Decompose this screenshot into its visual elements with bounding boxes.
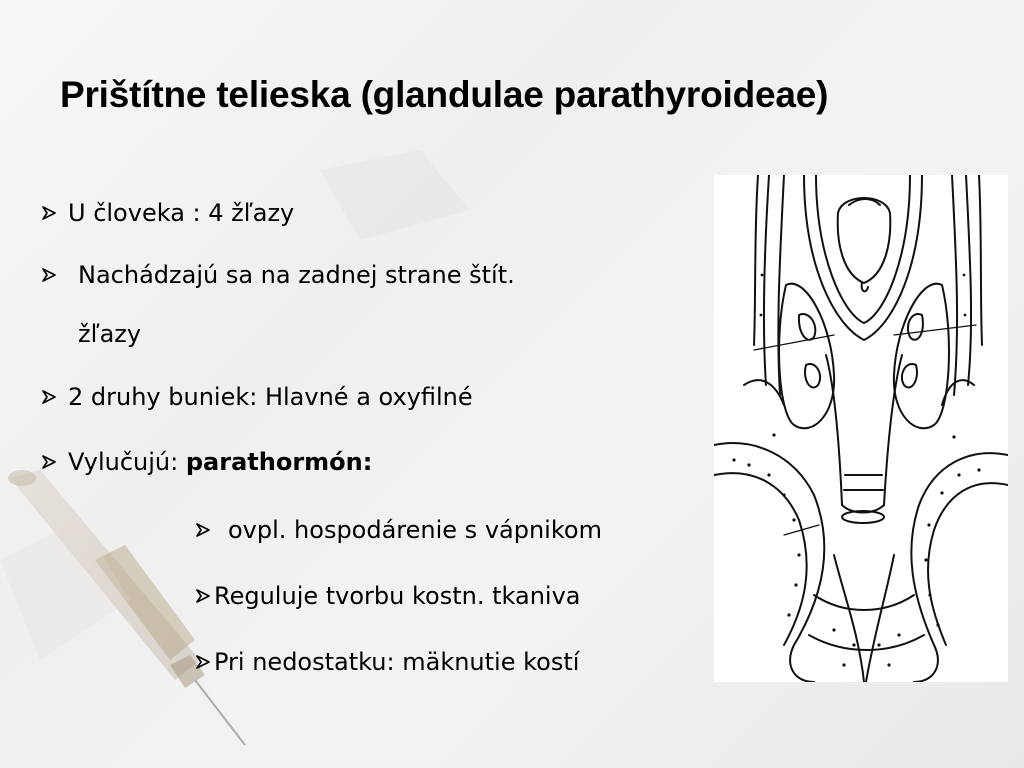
bullet-item [42, 258, 515, 292]
bullet-text: ovpl. hospodárenie s vápnikom [228, 516, 602, 544]
parathyroid-anatomy-illustration [714, 175, 1008, 682]
bullet-item [42, 196, 294, 230]
bullet-item [42, 445, 372, 479]
bullet-text: Pri nedostatku: mäknutie kostí [214, 648, 580, 676]
arrowhead-bullet-icon [42, 455, 56, 469]
arrowhead-bullet-icon [42, 268, 56, 282]
bullet-text: Nachádzajú sa na zadnej strane štít. [78, 261, 515, 289]
arrowhead-bullet-icon [42, 390, 56, 404]
bullet-text: U človeka : 4 žľazy [68, 199, 295, 227]
bullet-text: Vylučujú: [68, 448, 186, 476]
arrowhead-bullet-icon [196, 655, 210, 669]
arrowhead-bullet-icon [42, 206, 56, 220]
bullet-emphasis: parathormón: [185, 448, 373, 476]
bullet-item [42, 380, 473, 414]
bullet-text: Reguluje tvorbu kostn. tkaniva [214, 582, 581, 610]
arrowhead-bullet-icon [196, 589, 210, 603]
sub-bullet-item [196, 579, 580, 613]
bullet-continuation: žľazy [78, 320, 142, 348]
slide-title: Prištítne telieska (glandulae parathyroideae) [60, 74, 829, 115]
sub-bullet-item [196, 645, 579, 679]
arrowhead-bullet-icon [196, 523, 210, 537]
bullet-text: 2 druhy buniek: Hlavné a oxyfilné [68, 383, 473, 411]
sub-bullet-item [196, 513, 602, 547]
